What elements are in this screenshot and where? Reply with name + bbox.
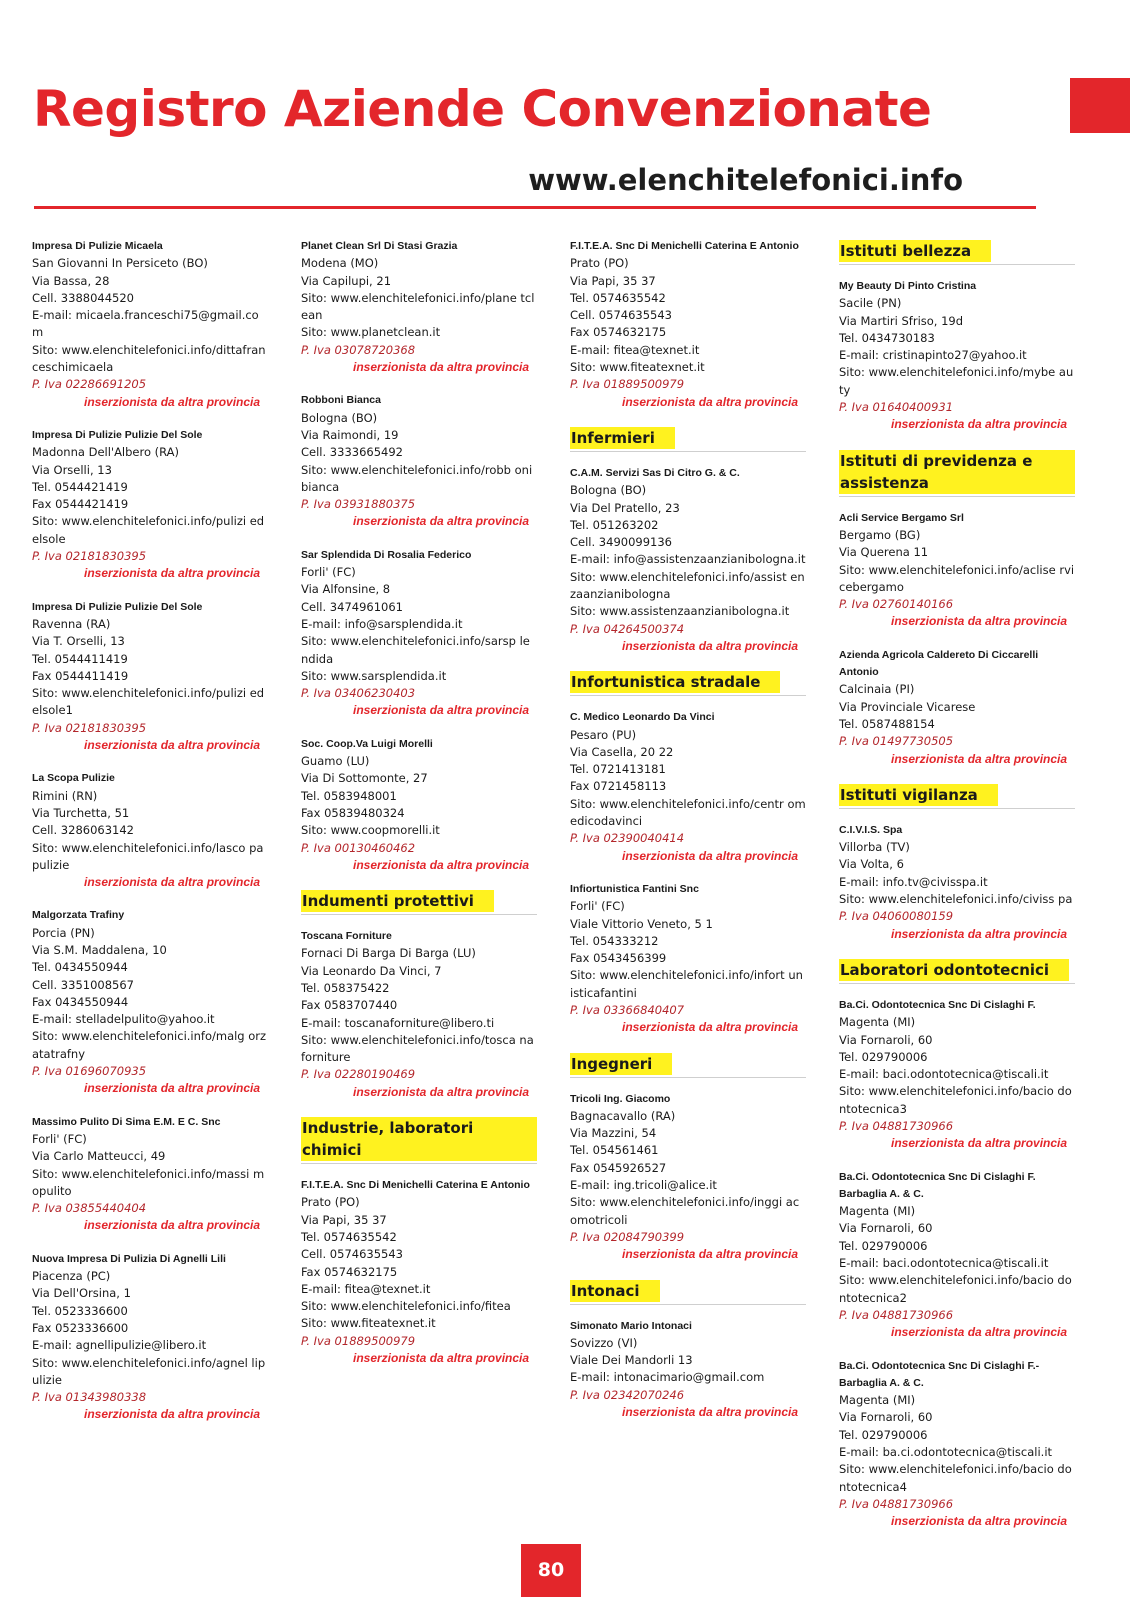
contact-line: Ravenna (RA)	[32, 616, 111, 631]
contact-link[interactable]: Sito: www.elenchitelefonici.info/malg orzatatrafny	[32, 1029, 267, 1061]
contact-line: Tel. 058375422	[301, 980, 390, 995]
contact-line: Calcinaia (PI)	[839, 682, 915, 697]
contact-line: Prato (PO)	[570, 256, 629, 271]
contact-line: Via Alfonsine, 8	[301, 582, 391, 597]
vat-number: P. Iva 01640400931	[839, 400, 954, 415]
corner-decoration	[1070, 78, 1130, 133]
contact-line: Tel. 0587488154	[839, 716, 935, 731]
vat-number: P. Iva 03078720368	[301, 342, 416, 357]
vat-number: P. Iva 02390040414	[570, 831, 685, 846]
contact-line: Via Orselli, 13	[32, 462, 112, 477]
contact-link[interactable]: E-mail: baci.odontotecnica@tiscali.it	[839, 1256, 1049, 1271]
vat-number: P. Iva 02280190469	[301, 1067, 416, 1082]
listing-entry	[839, 510, 1075, 631]
vat-number: P. Iva 01343980338	[32, 1390, 147, 1405]
contact-line: Via Papi, 35 37	[301, 1212, 387, 1227]
advertiser-note: inserzionista da altra provincia	[891, 1514, 1068, 1529]
contact-line: Villorba (TV)	[839, 840, 910, 855]
contact-link[interactable]: E-mail: cristinapinto27@yahoo.it	[839, 348, 1027, 363]
advertiser-note: inserzionista da altra provincia	[891, 417, 1068, 432]
contact-line: Tel. 054561461	[570, 1143, 659, 1158]
contact-link[interactable]: Sito: www.fiteatexnet.it	[301, 1316, 436, 1331]
contact-line: Via Volta, 6	[839, 857, 904, 872]
contact-line: Bologna (BO)	[570, 483, 647, 498]
contact-line: Via S.M. Maddalena, 10	[32, 942, 167, 957]
contact-link[interactable]: Sito: www.elenchitelefonici.info/infort unisticafantini	[570, 968, 803, 1000]
category-heading	[301, 890, 537, 915]
contact-line: Cell. 3333665492	[301, 445, 403, 460]
contact-link[interactable]: Sito: www.elenchitelefonici.info/bacio dontotecnica2	[839, 1273, 1072, 1305]
contact-link[interactable]: Sito: www.sarsplendida.it	[301, 668, 447, 683]
vat-number: P. Iva 04264500374	[570, 621, 685, 636]
listing-entry	[839, 1358, 1075, 1531]
contact-line: Fax 05839480324	[301, 805, 405, 820]
contact-line: Tel. 0434550944	[32, 960, 128, 975]
contact-line: Via T. Orselli, 13	[32, 634, 125, 649]
advertiser-note: inserzionista da altra provincia	[891, 926, 1068, 941]
advertiser-note: inserzionista da altra provincia	[353, 1084, 530, 1099]
listing-entry	[32, 238, 268, 411]
company-name: Planet Clean Srl Di Stasi Grazia	[301, 240, 458, 252]
listing-entry	[32, 907, 268, 1097]
vat-number: P. Iva 04881730966	[839, 1307, 954, 1322]
advertiser-note: inserzionista da altra provincia	[622, 1247, 799, 1262]
contact-link[interactable]: Sito: www.elenchitelefonici.info/civiss pa	[839, 892, 1073, 907]
company-name: Acli Service Bergamo Srl	[839, 511, 964, 524]
contact-line: Tel. 0721413181	[570, 762, 666, 777]
contact-link[interactable]: Sito: www.elenchitelefonici.info/sarsp lendida	[301, 634, 530, 666]
company-name: Azienda Agricola Caldereto Di Ciccarelli Antonio	[839, 648, 1039, 679]
contact-line: Bergamo (BG)	[839, 527, 921, 542]
advertiser-note: inserzionista da altra provincia	[891, 1136, 1068, 1151]
contact-line: Tel. 0574635542	[570, 290, 666, 305]
advertiser-note: inserzionista da altra provincia	[353, 1351, 530, 1366]
contact-line: Fax 0544411419	[32, 668, 129, 683]
contact-line: Magenta (MI)	[839, 1204, 916, 1219]
contact-line: Fax 0721458113	[570, 779, 667, 794]
contact-link[interactable]: E-mail: stelladelpulito@yahoo.it	[32, 1012, 215, 1027]
listing-entry	[839, 1169, 1075, 1342]
contact-link[interactable]: E-mail: ba.ci.odontotecnica@tiscali.it	[839, 1445, 1053, 1460]
category-heading	[839, 450, 1075, 497]
contact-line: Fax 0583707440	[301, 998, 398, 1013]
advertiser-note: inserzionista da altra provincia	[622, 1020, 799, 1035]
contact-link[interactable]: Sito: www.elenchitelefonici.info/pulizi edelsole	[32, 514, 265, 546]
contact-line: Viale Vittorio Veneto, 5 1	[570, 916, 713, 931]
contact-line: Pesaro (PU)	[570, 727, 637, 742]
contact-link[interactable]: E-mail: toscanaforniture@libero.ti	[301, 1015, 495, 1030]
advertiser-note: inserzionista da altra provincia	[84, 875, 261, 890]
contact-line: Via Carlo Matteucci, 49	[32, 1149, 166, 1164]
company-name: Impresa Di Pulizie Pulizie Del Sole	[32, 428, 203, 441]
company-name: C.I.V.I.S. Spa	[839, 823, 903, 836]
contact-line: Magenta (MI)	[839, 1015, 916, 1030]
company-name: F.I.T.E.A. Snc Di Menichelli Caterina E Antonio	[570, 240, 799, 252]
contact-line: Via Provinciale Vicarese	[839, 699, 976, 714]
listing-entry	[32, 1251, 268, 1424]
contact-line: Fornaci Di Barga Di Barga (LU)	[301, 946, 476, 961]
listing-column-1	[32, 238, 268, 1440]
advertiser-note: inserzionista da altra provincia	[84, 1081, 261, 1096]
contact-link[interactable]: Sito: www.elenchitelefonici.info/bacio dontotecnica4	[839, 1462, 1072, 1494]
contact-line: Via Bassa, 28	[32, 273, 110, 288]
contact-link[interactable]: E-mail: agnellipulizie@libero.it	[32, 1338, 207, 1353]
advertiser-note: inserzionista da altra provincia	[891, 1325, 1068, 1340]
listing-column-3	[570, 238, 806, 1437]
contact-line: Via Del Pratello, 23	[570, 500, 680, 515]
advertiser-note: inserzionista da altra provincia	[622, 394, 799, 409]
company-name: Simonato Mario Intonaci	[570, 1319, 692, 1332]
contact-line: Via Papi, 35 37	[570, 273, 656, 288]
contact-line: Sovizzo (VI)	[570, 1335, 638, 1350]
contact-line: Tel. 0523336600	[32, 1303, 128, 1318]
contact-line: Via Dell'Orsina, 1	[32, 1286, 131, 1301]
contact-link[interactable]: Sito: www.elenchitelefonici.info/pulizi edelsole1	[32, 686, 265, 718]
listing-entry	[570, 238, 806, 411]
contact-line: Via Fornaroli, 60	[839, 1032, 933, 1047]
company-name: Malgorzata Trafiny	[32, 909, 125, 922]
contact-link[interactable]: Sito: www.elenchitelefonici.info/fitea	[301, 1299, 511, 1314]
listing-entry	[570, 1318, 806, 1422]
vat-number: P. Iva 02181830395	[32, 720, 147, 735]
contact-line: Rimini (RN)	[32, 788, 98, 803]
contact-line: Tel. 0544411419	[32, 651, 128, 666]
company-name: Robboni Bianca	[301, 394, 381, 407]
company-name: Infiortunistica Fantini Snc	[570, 882, 699, 895]
contact-link[interactable]: E-mail: micaela.franceschi75@gmail.com	[32, 308, 259, 340]
vat-number: P. Iva 04881730966	[839, 1118, 954, 1133]
listing-entry	[839, 647, 1075, 768]
contact-line: Bologna (BO)	[301, 410, 378, 425]
contact-link[interactable]: E-mail: ing.tricoli@alice.it	[570, 1178, 717, 1193]
contact-line: Fax 0545926527	[570, 1160, 667, 1175]
contact-line: Fax 0544421419	[32, 497, 129, 512]
contact-line: Fax 0574632175	[301, 1264, 398, 1279]
contact-line: Bagnacavallo (RA)	[570, 1108, 676, 1123]
contact-line: Tel. 029790006	[839, 1427, 928, 1442]
advertiser-note: inserzionista da altra provincia	[353, 857, 530, 872]
category-heading	[839, 240, 1075, 265]
contact-line: Tel. 0544421419	[32, 479, 128, 494]
contact-link[interactable]: Sito: www.fiteatexnet.it	[570, 360, 705, 375]
contact-line: Via Mazzini, 54	[570, 1126, 657, 1141]
listing-entry	[570, 465, 806, 655]
advertiser-note: inserzionista da altra provincia	[353, 514, 530, 529]
vat-number: P. Iva 03366840407	[570, 1002, 685, 1017]
contact-line: Fax 0523336600	[32, 1320, 129, 1335]
contact-line: Tel. 0574635542	[301, 1229, 397, 1244]
contact-line: Cell. 3388044520	[32, 290, 134, 305]
contact-line: Viale Dei Mandorli 13	[570, 1353, 693, 1368]
category-heading	[301, 1117, 537, 1164]
contact-line: Cell. 3286063142	[32, 823, 134, 838]
contact-line: Fax 0543456399	[570, 951, 667, 966]
contact-link[interactable]: Sito: www.elenchitelefonici.info/plane tclean	[301, 290, 535, 323]
category-label: Indumenti protettivi	[301, 890, 494, 912]
contact-link[interactable]: Sito: www.planetclean.it	[301, 325, 441, 340]
contact-link[interactable]: Sito: www.elenchitelefonici.info/aclise rvicebergamo	[839, 562, 1075, 594]
contact-link[interactable]: Sito: www.elenchitelefonici.info/bacio dontotecnica3	[839, 1084, 1072, 1116]
category-heading	[839, 784, 1075, 809]
company-name: C.A.M. Servizi Sas Di Citro G. & C.	[570, 466, 740, 479]
contact-line: Via Leonardo Da Vinci, 7	[301, 963, 442, 978]
company-name: Impresa Di Pulizie Pulizie Del Sole	[32, 600, 203, 613]
category-label: Intonaci	[570, 1280, 660, 1302]
company-name: Impresa Di Pulizie Micaela	[32, 240, 163, 252]
contact-line: Via Turchetta, 51	[32, 805, 130, 820]
company-name: Soc. Coop.Va Luigi Morelli	[301, 737, 433, 750]
contact-link[interactable]: E-mail: baci.odontotecnica@tiscali.it	[839, 1067, 1049, 1082]
listing-entry	[301, 392, 537, 530]
header-rule	[34, 206, 1036, 209]
category-label: Istituti di previdenza e assistenza	[839, 450, 1075, 494]
listing-entry	[32, 770, 268, 891]
company-name: Massimo Pulito Di Sima E.M. E C. Snc	[32, 1115, 221, 1128]
contact-line: Tel. 0434730183	[839, 330, 935, 345]
contact-link[interactable]: Sito: www.elenchitelefonici.info/assist enzaanzianibologna	[570, 569, 805, 602]
vat-number: P. Iva 03931880375	[301, 497, 416, 512]
vat-number: P. Iva 01889500979	[301, 1333, 416, 1348]
category-label: Istituti bellezza	[839, 240, 991, 262]
contact-line: Prato (PO)	[301, 1195, 360, 1210]
listing-entry	[32, 1114, 268, 1235]
category-heading	[839, 959, 1075, 984]
contact-link[interactable]: Sito: www.elenchitelefonici.info/inggi acomotricoli	[570, 1195, 800, 1227]
contact-line: Tel. 051263202	[570, 517, 659, 532]
company-name: Nuova Impresa Di Pulizia Di Agnelli Lili	[32, 1252, 226, 1265]
advertiser-note: inserzionista da altra provincia	[353, 360, 530, 375]
vat-number: P. Iva 03855440404	[32, 1201, 147, 1216]
listing-entry	[32, 599, 268, 755]
contact-link[interactable]: Sito: www.elenchitelefonici.info/centr omedicodavinci	[570, 796, 806, 829]
company-name: C. Medico Leonardo Da Vinci	[570, 711, 715, 724]
company-name: Ba.Ci. Odontotecnica Snc Di Cislaghi F. Barbaglia A. & C.	[839, 1170, 1036, 1200]
contact-line: Via Querena 11	[839, 545, 929, 560]
company-name: My Beauty Di Pinto Cristina	[839, 280, 977, 292]
contact-line: Madonna Dell'Albero (RA)	[32, 445, 180, 460]
contact-line: Forli' (FC)	[32, 1131, 87, 1146]
contact-line: Cell. 3474961061	[301, 599, 403, 614]
vat-number: P. Iva 02760140166	[839, 597, 954, 612]
company-name: Toscana Forniture	[301, 930, 392, 943]
contact-line: San Giovanni In Persiceto (BO)	[32, 256, 208, 271]
page-number: 80	[521, 1544, 581, 1597]
vat-number: P. Iva 02286691205	[32, 377, 147, 392]
contact-line: Via Raimondi, 19	[301, 427, 399, 442]
page-title: Registro Aziende Convenzionate	[33, 80, 932, 138]
contact-link[interactable]: Sito: www.elenchitelefonici.info/tosca naforniture	[301, 1032, 534, 1065]
listing-entry	[570, 1091, 806, 1264]
listing-column-2	[301, 238, 537, 1383]
listing-entry	[301, 547, 537, 720]
company-name: F.I.T.E.A. Snc Di Menichelli Caterina E Antonio	[301, 1179, 530, 1192]
vat-number: P. Iva 02342070246	[570, 1387, 685, 1402]
contact-line: Via Martiri Sfriso, 19d	[839, 313, 964, 328]
advertiser-note: inserzionista da altra provincia	[84, 394, 261, 409]
advertiser-note: inserzionista da altra provincia	[622, 638, 799, 653]
category-label: Infermieri	[570, 427, 675, 449]
listing-entry	[839, 278, 1075, 434]
contact-link[interactable]: Sito: www.assistenzaanzianibologna.it	[570, 604, 790, 619]
listing-entry	[570, 709, 806, 865]
contact-line: Via Casella, 20 22	[570, 744, 674, 759]
contact-link[interactable]: E-mail: info@sarsplendida.it	[301, 616, 463, 631]
vat-number: P. Iva 04060080159	[839, 909, 954, 924]
contact-line: Magenta (MI)	[839, 1393, 916, 1408]
contact-line: Fax 0574632175	[570, 325, 667, 340]
contact-line: Tel. 029790006	[839, 1049, 928, 1064]
category-heading	[570, 1280, 806, 1305]
contact-link[interactable]: E-mail: info@assistenzaanzianibologna.it	[570, 552, 806, 567]
listing-entry	[839, 997, 1075, 1153]
company-name: La Scopa Pulizie	[32, 772, 115, 785]
category-label: Laboratori odontotecnici	[839, 959, 1069, 981]
advertiser-note: inserzionista da altra provincia	[84, 566, 261, 581]
advertiser-note: inserzionista da altra provincia	[84, 738, 261, 753]
contact-line: Fax 0434550944	[32, 994, 129, 1009]
contact-line: Modena (MO)	[301, 256, 379, 271]
contact-line: Forli' (FC)	[570, 899, 625, 914]
company-name: Ba.Ci. Odontotecnica Snc Di Cislaghi F.- Barbaglia A. & C.	[839, 1359, 1040, 1389]
category-label: Istituti vigilanza	[839, 784, 998, 806]
category-label: Industrie, laboratori chimici	[301, 1117, 537, 1161]
advertiser-note: inserzionista da altra provincia	[891, 614, 1068, 629]
listing-column-4	[839, 238, 1075, 1547]
contact-link[interactable]: E-mail: info.tv@civisspa.it	[839, 874, 988, 889]
contact-line: Via Fornaroli, 60	[839, 1221, 933, 1236]
contact-line: Cell. 3490099136	[570, 535, 672, 550]
advertiser-note: inserzionista da altra provincia	[891, 751, 1068, 766]
listing-entry	[301, 1177, 537, 1367]
contact-line: Via Capilupi, 21	[301, 273, 392, 288]
contact-line: Cell. 3351008567	[32, 977, 134, 992]
listing-entry	[839, 822, 1075, 943]
contact-link[interactable]: Sito: www.elenchitelefonici.info/massi mopulito	[32, 1166, 265, 1198]
contact-link[interactable]: Sito: www.elenchitelefonici.info/mybe auty	[839, 365, 1074, 397]
category-heading	[570, 427, 806, 452]
vat-number: P. Iva 01889500979	[570, 377, 685, 392]
listing-entry	[570, 881, 806, 1037]
contact-line: Guamo (LU)	[301, 754, 370, 769]
company-name: Tricoli Ing. Giacomo	[570, 1092, 671, 1105]
contact-line: Piacenza (PC)	[32, 1269, 111, 1284]
website-url[interactable]: www.elenchitelefonici.info	[528, 163, 963, 197]
contact-link[interactable]: E-mail: fitea@texnet.it	[301, 1281, 431, 1296]
listing-entry	[301, 238, 537, 376]
advertiser-note: inserzionista da altra provincia	[84, 1407, 261, 1422]
contact-line: Forli' (FC)	[301, 565, 356, 580]
contact-line: Cell. 0574635543	[570, 308, 672, 323]
vat-number: P. Iva 01497730505	[839, 734, 954, 749]
category-label: Ingegneri	[570, 1053, 672, 1075]
listing-entry	[301, 928, 537, 1101]
vat-number: P. Iva 01696070935	[32, 1064, 147, 1079]
listing-entry	[301, 736, 537, 874]
contact-link[interactable]: Sito: www.elenchitelefonici.info/dittafranceschimicaela	[32, 342, 266, 375]
contact-link[interactable]: Sito: www.elenchitelefonici.info/agnel lipulizie	[32, 1355, 266, 1387]
contact-link[interactable]: Sito: www.elenchitelefonici.info/robb onibianca	[301, 462, 533, 494]
vat-number: P. Iva 02084790399	[570, 1229, 685, 1244]
category-heading	[570, 671, 806, 696]
category-heading	[570, 1053, 806, 1078]
contact-line: Sacile (PN)	[839, 296, 902, 311]
contact-link[interactable]: E-mail: fitea@texnet.it	[570, 342, 700, 357]
contact-line: Via Fornaroli, 60	[839, 1410, 933, 1425]
advertiser-note: inserzionista da altra provincia	[622, 1405, 799, 1420]
listing-entry	[32, 427, 268, 583]
company-name: Sar Splendida Di Rosalia Federico	[301, 548, 472, 561]
contact-link[interactable]: Sito: www.elenchitelefonici.info/lasco papulizie	[32, 840, 264, 872]
contact-line: Tel. 029790006	[839, 1238, 928, 1253]
vat-number: P. Iva 03406230403	[301, 686, 416, 701]
vat-number: P. Iva 00130460462	[301, 840, 416, 855]
advertiser-note: inserzionista da altra provincia	[622, 848, 799, 863]
contact-link[interactable]: Sito: www.coopmorelli.it	[301, 823, 440, 838]
vat-number: P. Iva 02181830395	[32, 549, 147, 564]
advertiser-note: inserzionista da altra provincia	[84, 1218, 261, 1233]
contact-line: Tel. 0583948001	[301, 788, 397, 803]
contact-line: Tel. 054333212	[570, 933, 659, 948]
company-name: Ba.Ci. Odontotecnica Snc Di Cislaghi F.	[839, 998, 1036, 1011]
category-label: Infortunistica stradale	[570, 671, 780, 693]
vat-number: P. Iva 04881730966	[839, 1496, 954, 1511]
contact-line: Porcia (PN)	[32, 925, 95, 940]
contact-line: Via Di Sottomonte, 27	[301, 771, 428, 786]
contact-link[interactable]: E-mail: intonacimario@gmail.com	[570, 1370, 765, 1385]
advertiser-note: inserzionista da altra provincia	[353, 703, 530, 718]
contact-line: Cell. 0574635543	[301, 1247, 403, 1262]
